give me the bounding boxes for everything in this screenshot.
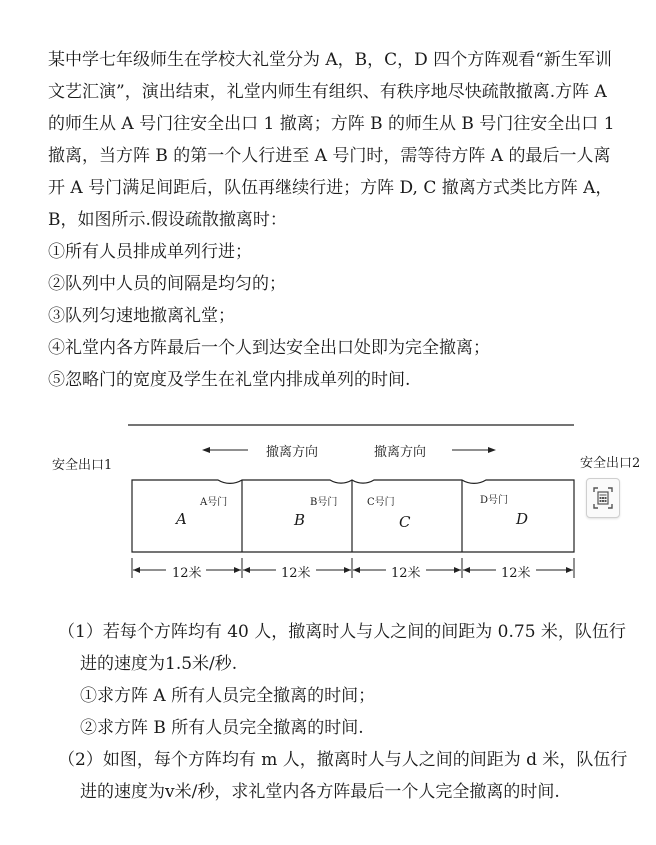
dimension-label: 12米 (281, 566, 311, 581)
problem-intro (48, 44, 638, 236)
intro-line: 文艺汇演”，演出结束，礼堂内师生有组织、有秩序地尽快疏散撤离.方阵 A (48, 82, 607, 102)
intro-line: 开 A 号门满足间距后，队伍再继续行进；方阵 D, C 撤离方式类比方阵 A， (48, 178, 613, 198)
block-c-label: C (399, 513, 411, 531)
direction-right-label: 撤离方向 (374, 445, 427, 460)
question-block (58, 616, 648, 808)
assumption-item: ④礼堂内各方阵最后一个人到达安全出口处即为完全撤离； (48, 338, 490, 358)
intro-line: 某中学七年级师生在学校大礼堂分为 A，B，C，D 四个方阵观看“新生军训 (48, 50, 612, 70)
door-c-label: C号门 (367, 497, 395, 508)
assumption-item: ⑤忽略门的宽度及学生在礼堂内排成单列的时间. (48, 370, 411, 390)
question-1-sub: ②求方阵 B 所有人员完全撤离的时间. (80, 718, 364, 738)
block-b-label: B (294, 511, 306, 529)
assumption-list (48, 236, 638, 396)
assumption-item: ③队列匀速地撤离礼堂； (48, 306, 235, 326)
question-1-line: 进的速度为1.5米/秒. (80, 654, 238, 674)
intro-line: 撤离，当方阵 B 的第一个人行进至 A 号门时，需等待方阵 A 的最后一人离 (48, 146, 611, 166)
calculator-button[interactable] (586, 478, 620, 518)
assumption-item: ②队列中人员的间隔是均匀的； (48, 274, 286, 294)
intro-line: B，如图所示.假设疏散撤离时： (48, 210, 287, 230)
dimension-label: 12米 (501, 566, 531, 581)
exit1-label: 安全出口1 (52, 458, 113, 473)
calculator-icon (593, 487, 613, 509)
assumption-item: ①所有人员排成单列行进； (48, 242, 252, 262)
door-b-label: B号门 (310, 497, 338, 508)
question-1-line: （1）若每个方阵均有 40 人，撤离时人与人之间的间距为 0.75 米，队伍行 (58, 622, 626, 642)
arrow-left-head (202, 447, 210, 453)
door-d-label: D号门 (480, 495, 509, 506)
direction-left-label: 撤离方向 (266, 445, 319, 460)
auditorium-diagram (0, 410, 656, 590)
question-2-line: 进的速度为v米/秒，求礼堂内各方阵最后一个人完全撤离的时间. (80, 782, 560, 802)
door-a-label: A号门 (200, 497, 228, 508)
dimension-label: 12米 (172, 566, 202, 581)
question-2-line: （2）如图，每个方阵均有 m 人，撤离时人与人之间的间距为 d 米，队伍行 (58, 750, 628, 770)
question-1-sub: ①求方阵 A 所有人员完全撤离的时间； (80, 686, 376, 706)
arrow-right-head (488, 447, 496, 453)
block-a-label: A (176, 510, 187, 528)
block-d-label: D (516, 510, 529, 528)
exit2-label: 安全出口2 (580, 456, 641, 471)
intro-line: 的师生从 A 号门往安全出口 1 撤离；方阵 B 的师生从 B 号门往安全出口 1 (48, 114, 615, 134)
dimension-label: 12米 (391, 566, 421, 581)
